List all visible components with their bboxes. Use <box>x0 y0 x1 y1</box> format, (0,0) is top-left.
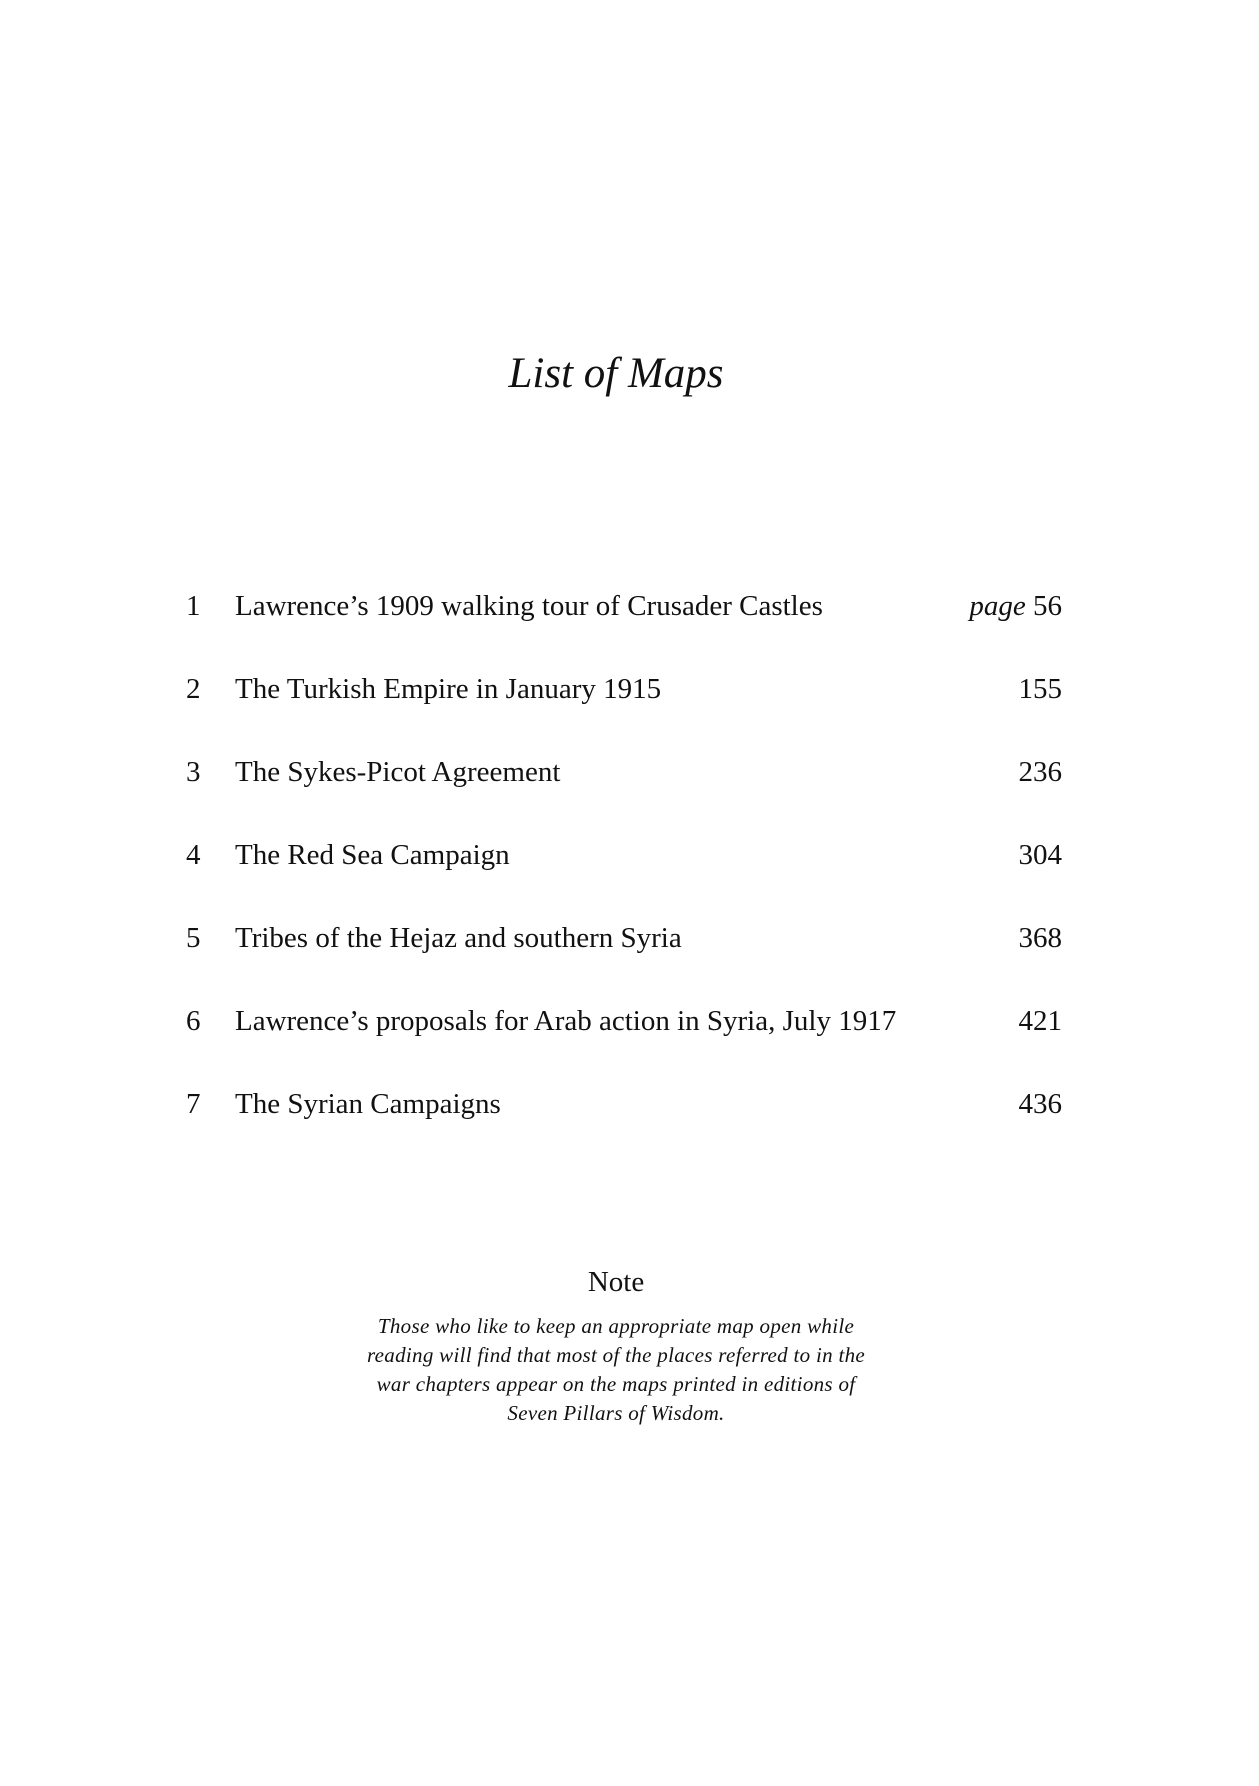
note-heading: Note <box>587 1266 645 1298</box>
page-number: 56 <box>1033 590 1062 622</box>
note-line: Seven Pillars of Wisdom. <box>507 1401 725 1425</box>
map-entry-5 <box>186 918 1062 1001</box>
page-title: List of Maps <box>508 350 724 397</box>
map-title: Tribes of the Hejaz and southern Syria <box>235 922 682 954</box>
map-title: The Syrian Campaigns <box>235 1088 501 1120</box>
map-title: The Sykes-Picot Agreement <box>235 756 561 788</box>
map-title: The Red Sea Campaign <box>235 839 510 871</box>
map-entry-7 <box>186 1084 1062 1167</box>
map-page-ref <box>1019 1084 1063 1124</box>
maps-list <box>186 586 1062 1167</box>
note-body <box>296 1312 936 1428</box>
map-title: The Turkish Empire in January 1915 <box>235 673 662 705</box>
map-page-ref <box>1019 835 1063 875</box>
map-number: 7 <box>186 1088 201 1120</box>
page-number: 236 <box>1018 756 1062 788</box>
map-page-ref <box>1019 918 1063 958</box>
page-number: 436 <box>1018 1088 1062 1120</box>
map-page-ref <box>969 586 1062 626</box>
note-line: war chapters appear on the maps printed in editions of <box>376 1372 856 1396</box>
map-title: Lawrence’s 1909 walking tour of Crusader Castles <box>235 590 823 622</box>
note-line: reading will find that most of the places referred to in the <box>366 1343 866 1367</box>
page-prefix: page <box>969 590 1026 622</box>
map-number: 1 <box>186 590 201 622</box>
page-number: 368 <box>1018 922 1062 954</box>
map-entry-6 <box>186 1001 1062 1084</box>
map-number: 2 <box>186 673 201 705</box>
page-number: 421 <box>1018 1005 1062 1037</box>
map-page-ref <box>1019 669 1063 709</box>
map-entry-2 <box>186 669 1062 752</box>
map-number: 3 <box>186 756 201 788</box>
note-section <box>0 1262 1232 1428</box>
map-page-ref <box>1019 752 1063 792</box>
map-number: 5 <box>186 922 201 954</box>
map-title: Lawrence’s proposals for Arab action in Syria, July 1917 <box>235 1005 897 1037</box>
map-page-ref <box>1019 1001 1063 1041</box>
map-number: 6 <box>186 1005 201 1037</box>
map-entry-3 <box>186 752 1062 835</box>
map-number: 4 <box>186 839 201 871</box>
map-entry-4 <box>186 835 1062 918</box>
page-number: 155 <box>1018 673 1062 705</box>
page-number: 304 <box>1018 839 1062 871</box>
map-entry-1 <box>186 586 1062 669</box>
note-line: Those who like to keep an appropriate map open while <box>377 1314 855 1338</box>
